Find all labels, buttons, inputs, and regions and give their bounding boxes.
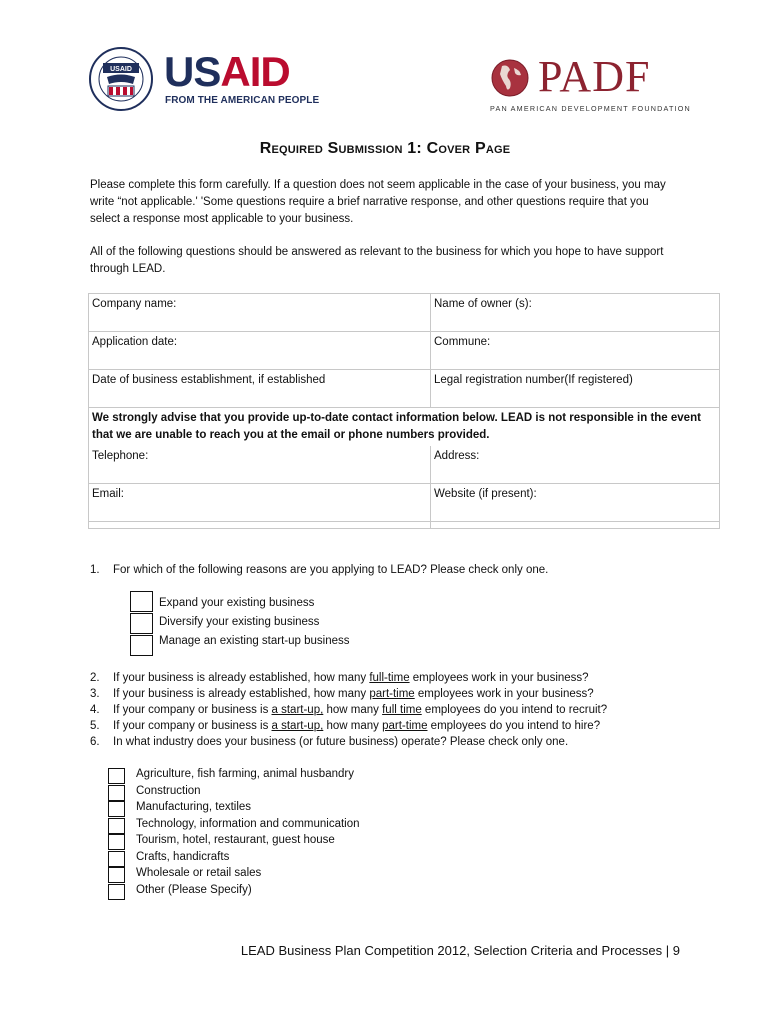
checkbox[interactable] [108,768,125,784]
usaid-logo [88,46,318,112]
question-1: 1. For which of the following reasons are you applying to LEAD? Please check only one. [90,564,549,576]
table-row [89,484,720,522]
checkbox[interactable] [108,785,125,801]
table-row [89,446,720,484]
table-row [89,332,720,370]
application-date-field[interactable]: Application date: [89,332,431,370]
padf-tagline: PAN AMERICAN DEVELOPMENT FOUNDATION [490,104,691,113]
checkbox[interactable] [108,884,125,900]
question-3: 3. If your business is already established, how many part-time employees work in your business? [90,688,594,700]
table-row [89,522,720,529]
checkbox[interactable] [108,834,125,850]
contact-notice: We strongly advise that you provide up-to-date contact information below. LEAD is not responsible in the event that we are unable to reach you at the email or phone numbers provided. [89,408,720,447]
checkbox[interactable] [130,591,153,612]
padf-logo [490,54,690,116]
page-footer: LEAD Business Plan Competition 2012, Selection Criteria and Processes | 9 [240,943,680,958]
website-field[interactable]: Website (if present): [431,484,720,522]
usaid-seal-icon [88,46,154,112]
question-4: 4. If your company or business is a start-up, how many full time employees do you intend to recruit? [90,704,608,716]
table-row [89,408,720,447]
intro-paragraph: All of the following questions should be answered as relevant to the business for which you hope to have support through LEAD. [90,246,664,275]
usaid-seal-text: USAID [110,66,132,73]
globe-icon [490,58,530,98]
company-name-field[interactable]: Company name: [89,294,431,332]
registration-number-field[interactable]: Legal registration number(If registered) [431,370,720,408]
commune-field[interactable]: Commune: [431,332,720,370]
usaid-wordmark: USAID [164,48,290,95]
cover-form-table [88,293,720,529]
email-field[interactable]: Email: [89,484,431,522]
checkbox[interactable] [108,867,125,883]
checkbox[interactable] [130,613,153,634]
address-field[interactable]: Address: [431,446,720,484]
question-6: 6. In what industry does your business (or future business) operate? Please check only one. [90,736,569,748]
intro-paragraph: Please complete this form carefully. If a question does not seem applicable in the case of your business, you may write “not applicable.' 'Some questions require a brief narrative response, and other questions require that you select a response most applicable to your business. [90,179,666,225]
checkbox[interactable] [108,801,125,817]
checkbox[interactable] [108,818,125,834]
checkbox[interactable] [130,635,153,656]
page-title: Required Submission 1: Cover Page [259,140,511,157]
establishment-date-field[interactable]: Date of business establishment, if established [89,370,431,408]
usaid-tagline: FROM THE AMERICAN PEOPLE [165,95,320,106]
table-row [89,294,720,332]
question-5: 5. If your company or business is a start-up, how many part-time employees do you intend to hire? [90,720,601,732]
table-row [89,370,720,408]
checkbox[interactable] [108,851,125,867]
owner-name-field[interactable]: Name of owner (s): [431,294,720,332]
padf-wordmark: PADF [538,52,651,101]
question-2: 2. If your business is already established, how many full-time employees work in your business? [90,672,589,684]
telephone-field[interactable]: Telephone: [89,446,431,484]
